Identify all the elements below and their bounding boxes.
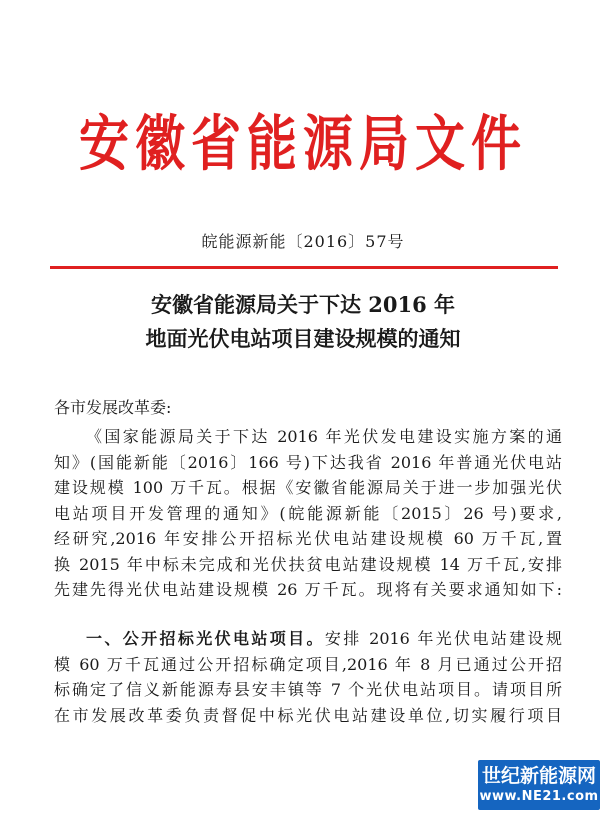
paragraph-1 xyxy=(54,424,562,603)
section-heading: 一、公开招标光伏电站项目。 xyxy=(86,629,325,648)
paragraph-2-first-line-text: 安排 2016 年光伏电站建设规 xyxy=(324,629,562,648)
notice-title-line-2: 地面光伏电站项目建设规模的通知 xyxy=(145,326,461,351)
paragraph-2-first-line xyxy=(54,626,562,652)
paragraph-2-line: 标确定了信义新能源寿县安丰镇等 7 个光伏电站项目。请项目所 xyxy=(54,680,562,699)
notice-title xyxy=(0,288,606,356)
paragraph-1-line: 换 2015 年中标未完成和光伏扶贫电站建设规模 14 万千瓦,安排 xyxy=(54,554,562,574)
watermark-name: 世纪新能源网 xyxy=(481,765,596,787)
paragraph-1-line: 《国家能源局关于下达 2016 年光伏发电建设实施方案的通 xyxy=(86,427,562,446)
paragraph-1-line: 先建先得光伏电站建设规模 26 万千瓦。现将有关要求通知如下: xyxy=(54,580,562,599)
document-header-title: 安徽省能源局文件 xyxy=(79,108,527,179)
paragraph-1-line: 建设规模 100 万千瓦。根据《安徽省能源局关于进一步加强光伏 xyxy=(54,478,562,497)
notice-title-line-1: 安徽省能源局关于下达 2016 年 xyxy=(150,292,456,317)
paragraph-2-line: 模 60 万千瓦通过公开招标确定项目,2016 年 8 月已通过公开招 xyxy=(54,654,562,674)
paragraph-2 xyxy=(54,626,562,728)
paragraph-1-line: 知》(国能新能〔2016〕166 号)下达我省 2016 年普通光伏电站 xyxy=(54,452,562,472)
watermark-site: www.NE21.com xyxy=(479,789,599,804)
document-number: 皖能源新能〔2016〕57号 xyxy=(201,232,405,251)
ne21-watermark-logo xyxy=(478,760,600,810)
addressee: 各市发展改革委: xyxy=(54,398,172,417)
red-divider-line xyxy=(50,266,558,269)
paragraph-2-line: 在市发展改革委负责督促中标光伏电站建设单位,切实履行项目 xyxy=(54,705,562,725)
paragraph-1-line: 电站项目开发管理的通知》(皖能源新能〔2015〕26 号)要求, xyxy=(54,503,562,523)
paragraph-1-line: 经研究,2016 年安排公开招标光伏电站建设规模 60 万千瓦,置 xyxy=(54,529,562,548)
